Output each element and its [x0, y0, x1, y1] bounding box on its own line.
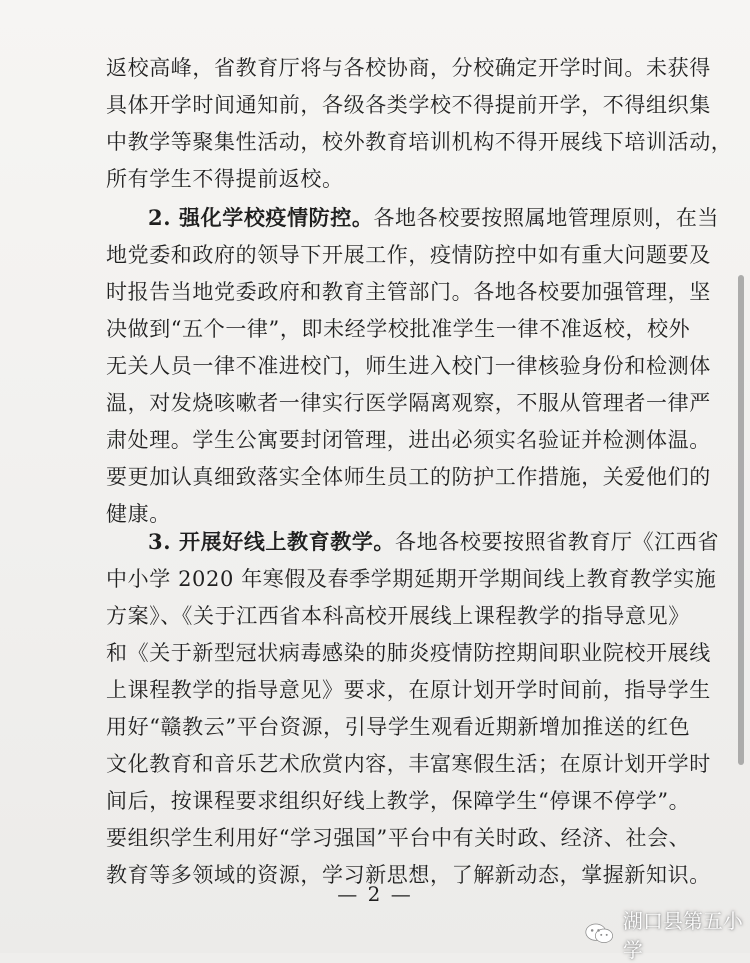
text-line: 返校高峰，省教育厅将与各校协商，分校确定开学时间。未获得	[106, 56, 711, 80]
text-line: 无关人员一律不准进校门，师生进入校门一律核验身份和检测体	[106, 354, 711, 378]
text-line: 文化教育和音乐艺术欣赏内容，丰富寒假生活；在原计划开学时	[106, 752, 711, 776]
text-line: 教育等多领域的资源，学习新思想，了解新动态，掌握新知识。	[106, 863, 711, 887]
text-line: 中小学 2020 年寒假及春季学期延期开学期间线上教育教学实施	[106, 567, 717, 591]
page-number: — 2 —	[337, 882, 413, 906]
section-3-first-line-text: 各地各校要按照省教育厅《江西省	[395, 530, 720, 554]
section-2-first-line	[106, 199, 720, 237]
text-line: 和《关于新型冠状病毒感染的肺炎疫情防控期间职业院校开展线	[106, 641, 711, 665]
text-line: 方案》、《关于江西省本科高校开展线上课程教学的指导意见》	[106, 604, 690, 628]
text-line: 间后，按课程要求组织好线上教学，保障学生“停课不停学”。	[106, 789, 691, 813]
text-line: 健康。	[106, 502, 171, 526]
section-2	[106, 199, 720, 533]
text-line: 时报告当地党委政府和教育主管部门。各地各校要加强管理，坚	[106, 280, 711, 304]
text-line: 具体开学时间通知前，各级各类学校不得提前开学，不得组织集	[106, 93, 711, 117]
watermark	[584, 905, 750, 963]
scrollbar[interactable]	[738, 275, 744, 765]
text-line: 要组织学生利用好“学习强国”平台中有关时政、经济、社会、	[106, 826, 691, 850]
text-line: 用好“赣教云”平台资源，引导学生观看近期新增加推送的红色	[106, 715, 691, 739]
text-line: 肃处理。学生公寓要封闭管理，进出必须实名验证并检测体温。	[106, 428, 711, 452]
section-2-first-line-text: 各地各校要按照属地管理原则，在当	[373, 206, 720, 230]
text-line: 中教学等聚集性活动，校外教育培训机构不得开展线下培训活动，	[106, 130, 733, 154]
text-line: 温，对发烧咳嗽者一律实行医学隔离观察，不服从管理者一律严	[106, 391, 711, 415]
section-3-first-line	[106, 523, 720, 561]
text-line: 要更加认真细致落实全体师生员工的防护工作措施，关爱他们的	[106, 465, 711, 489]
section-3-heading: 3. 开展好线上教育教学。	[148, 529, 396, 554]
section-3	[106, 523, 720, 894]
paragraph-1	[106, 50, 733, 198]
wechat-icon	[584, 921, 615, 947]
text-line: 所有学生不得提前返校。	[106, 167, 344, 191]
watermark-text: 湖口县第五小学	[622, 909, 743, 962]
section-2-heading: 2. 强化学校疫情防控。	[148, 205, 374, 230]
text-line: 决做到“五个一律”，即未经学校批准学生一律不准返校，校外	[106, 317, 691, 341]
text-line: 地党委和政府的领导下开展工作，疫情防控中如有重大问题要及	[106, 243, 711, 267]
text-line: 上课程教学的指导意见》要求，在原计划开学时间前，指导学生	[106, 678, 711, 702]
